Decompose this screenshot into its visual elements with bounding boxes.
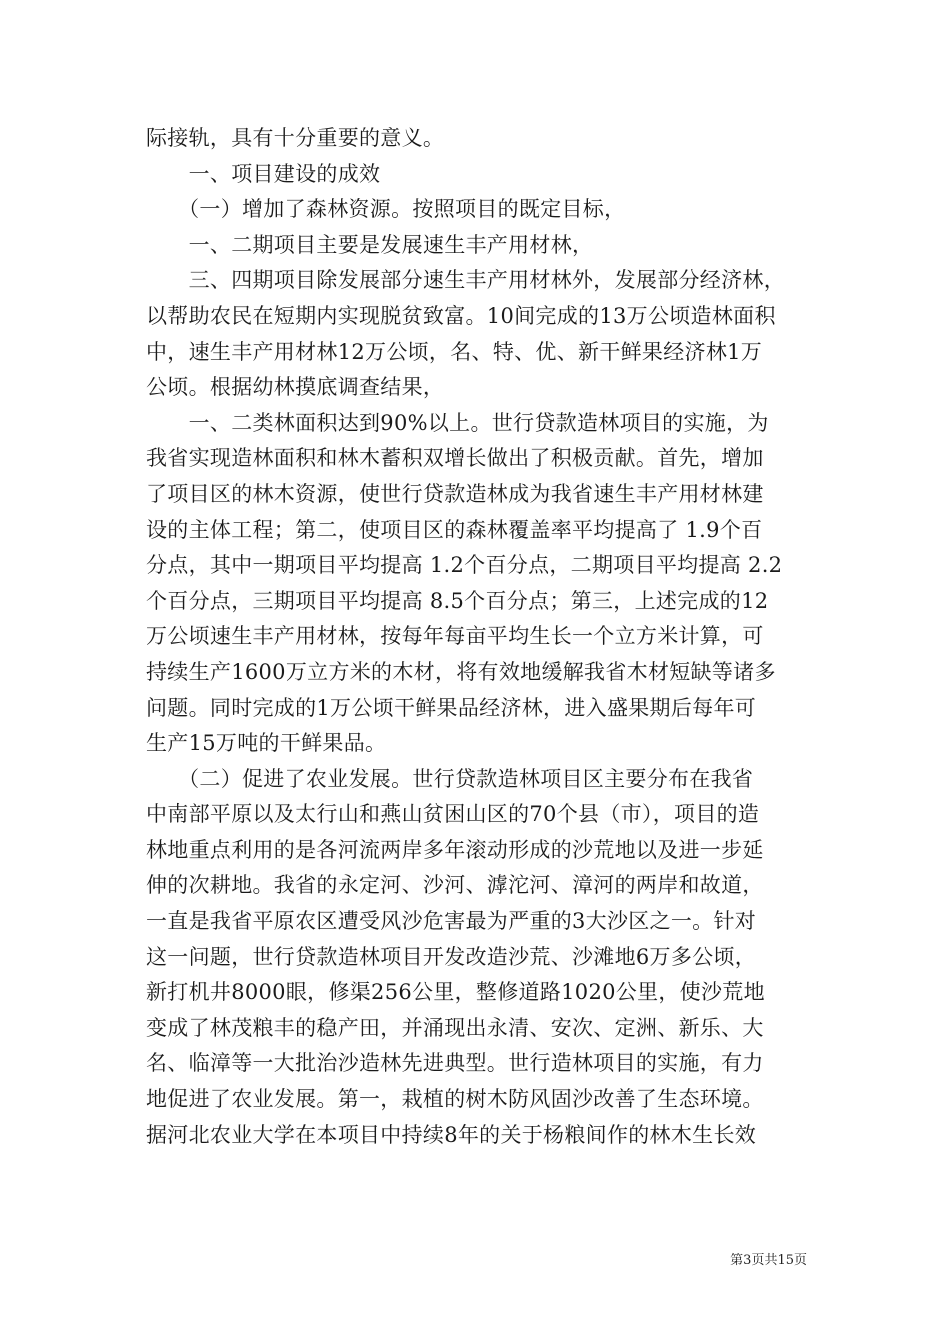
text-line: 个百分点，三期项目平均提高 8.5个百分点；第三，上述完成的12 (146, 588, 769, 613)
text-line: 伸的次耕地。我省的永定河、沙河、滹沱河、漳河的两岸和故道， (146, 873, 764, 898)
text-line: 中南部平原以及太行山和燕山贫困山区的70个县（市），项目的造 (146, 802, 760, 827)
text-line: 新打机井8000眼，修渠256公里，整修道路1020公里，使沙荒地 (146, 980, 765, 1005)
body-text (146, 121, 806, 1153)
text-line: 设的主体工程；第二，使项目区的森林覆盖率平均提高了 1.9个百 (146, 517, 763, 542)
text-line: 际接轨，具有十分重要的意义。 (146, 126, 445, 150)
text-line: 一、二期项目主要是发展速生丰产用材林， (146, 232, 594, 257)
page-number-footer: 第3页共15页 (730, 1253, 807, 1268)
text-line: 万公顷速生丰产用材林，按每年每亩平均生长一个立方米计算，可 (146, 624, 764, 649)
text-line: 据河北农业大学在本项目中持续8年的关于杨粮间作的林木生长效 (146, 1122, 757, 1147)
subsection-heading: （二）促进了农业发展。世行贷款造林项目区主要分布在我省 (146, 766, 754, 791)
text-line: 以帮助农民在短期内实现脱贫致富。10间完成的13万公顷造林面积 (146, 303, 776, 328)
text-line: 公顷。根据幼林摸底调查结果， (146, 375, 445, 400)
text-line: 了项目区的林木资源，使世行贷款造林成为我省速生丰产用材林建 (146, 481, 764, 506)
subsection-heading: （一）增加了森林资源。按照项目的既定目标， (146, 197, 626, 222)
text-line: 一、二类林面积达到90%以上。世行贷款造林项目的实施，为 (146, 410, 769, 435)
text-line: 一直是我省平原农区遭受风沙危害最为严重的3大沙区之一。针对 (146, 909, 757, 934)
text-line: 生产15万吨的干鲜果品。 (146, 731, 387, 756)
text-line: 持续生产1600万立方米的木材，将有效地缓解我省木材短缺等诸多 (146, 659, 776, 684)
text-line: 地促进了农业发展。第一，栽植的树木防风固沙改善了生态环境。 (146, 1087, 764, 1112)
text-line: 这一问题，世行贷款造林项目开发改造沙荒、沙滩地6万多公顷， (146, 944, 757, 969)
text-line: 名、临漳等一大批治沙造林先进典型。世行造林项目的实施，有力 (146, 1051, 764, 1076)
section-heading: 一、项目建设的成效 (146, 161, 381, 186)
text-line: 分点，其中一期项目平均提高 1.2个百分点，二期项目平均提高 2.2 (146, 553, 783, 578)
text-line: 三、四期项目除发展部分速生丰产用材林外，发展部分经济林， (146, 268, 785, 293)
text-line: 中，速生丰产用材林12万公顷，名、特、优、新干鲜果经济林1万 (146, 339, 763, 364)
text-line: 林地重点利用的是各河流两岸多年滚动形成的沙荒地以及进一步延 (146, 837, 764, 862)
text-line: 我省实现造林面积和林木蓄积双增长做出了积极贡献。首先，增加 (146, 446, 764, 471)
text-line: 问题。同时完成的1万公顷干鲜果品经济林，进入盛果期后每年可 (146, 695, 757, 720)
text-line: 变成了林茂粮丰的稳产田，并涌现出永清、安次、定洲、新乐、大 (146, 1015, 764, 1040)
